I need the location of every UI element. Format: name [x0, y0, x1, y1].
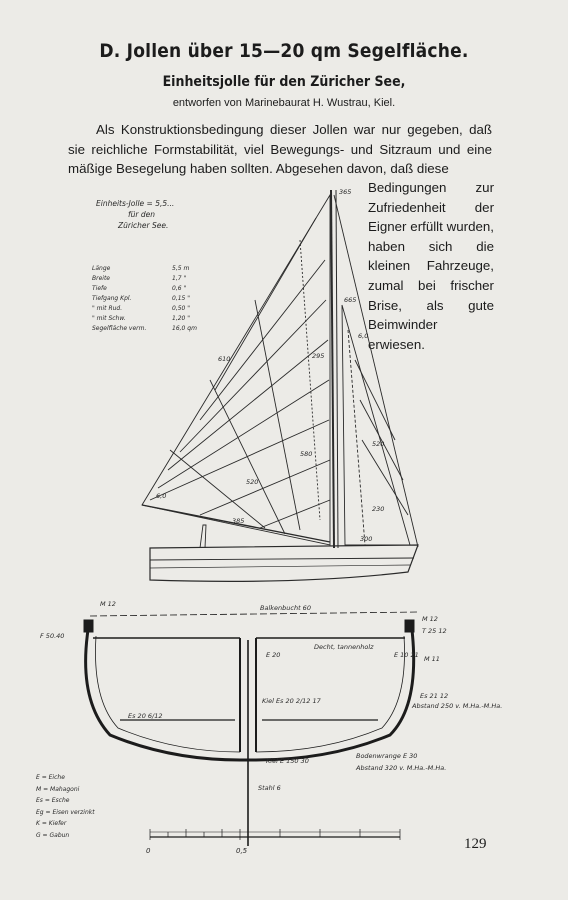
sail-annotation: 385: [232, 517, 245, 525]
hull-section-inner-left: [95, 636, 240, 752]
sail-diagonal: [170, 450, 265, 528]
scale-label-start: 0: [146, 847, 151, 855]
sail-seam: [158, 380, 329, 488]
section-label: Bodenwrange E 30: [356, 752, 418, 760]
spec-value: 5,5 m: [172, 265, 190, 272]
section-label: Es 20 6/12: [128, 712, 163, 720]
spec-label: Segelfläche verm.: [92, 325, 147, 332]
sail-plan-header-line: für den: [128, 210, 155, 219]
sail-annotation: 295: [312, 352, 325, 360]
rudder-head: [200, 525, 206, 548]
section-label: M 12: [100, 600, 116, 608]
section-label: Decht, tannenholz: [314, 643, 374, 651]
sail-annotation: 300: [360, 535, 373, 543]
side-paragraph: Bedingungen zur Zufriedenheit der Eigner erfüllt wurden, haben sich die kleinen Fahrzeuge, zumal bei frischer Brise, als gute Beimwinder erwiesen.: [368, 180, 494, 352]
section-label: M 12: [422, 615, 438, 623]
section-label: T 25 12: [422, 627, 447, 635]
mainsail-outline: [142, 195, 330, 545]
spec-value: 0,50 ": [172, 305, 191, 312]
beam-line: [90, 612, 418, 616]
material-legend: [36, 772, 95, 841]
sail-seam: [200, 460, 330, 515]
spec-value: 1,20 ": [172, 315, 191, 322]
legend-item: Es = Esche: [36, 797, 70, 804]
section-label: Stahl 6: [258, 784, 281, 792]
sail-annotation: 230: [372, 505, 385, 513]
spec-value: 1,7 ": [172, 275, 187, 282]
sail-plan-header-line: Züricher See.: [118, 221, 169, 230]
sail-diagonal: [300, 240, 320, 520]
section-label: E 20: [266, 651, 281, 659]
spec-label: Länge: [92, 265, 111, 272]
section-label: Abstand 320 v. M.Ha.-M.Ha.: [356, 764, 447, 772]
sail-annotation: 610: [218, 355, 231, 363]
section-label: F 50.40: [40, 632, 65, 640]
sail-annotation: 580: [300, 450, 313, 458]
spec-label: Tiefe: [92, 285, 107, 292]
spec-value: 16,0 qm: [172, 325, 197, 332]
section-label: Kiel E 150 30: [266, 757, 309, 765]
section-label: Kiel Es 20 2/12 17: [262, 697, 321, 705]
hull-sheer-line: [150, 558, 414, 560]
page-number: 129: [464, 836, 487, 852]
hull-profile: [150, 545, 418, 581]
mast-back: [336, 190, 338, 548]
sail-annotation: 520: [372, 440, 385, 448]
sail-annotation: 520: [246, 478, 259, 486]
sail-seam: [215, 218, 316, 390]
sail-diagonal: [210, 380, 285, 534]
sail-plan-header-line: Einheits-Jolle = 5,5...: [96, 199, 175, 208]
sail-seam: [150, 420, 329, 500]
spec-value: 0,15 ": [172, 295, 191, 302]
legend-item: G = Gabun: [36, 831, 70, 839]
sail-annotation: 665: [344, 296, 357, 304]
legend-item: Eg = Eisen verzinkt: [36, 808, 95, 816]
designer-byline: entworfen von Marinebaurat H. Wustrau, Kiel.: [172, 97, 396, 109]
mast: [331, 190, 334, 548]
sail-annotation: 6,0: [358, 332, 369, 340]
legend-item: E = Eiche: [36, 774, 65, 781]
legend-item: K = Kiefer: [36, 820, 67, 827]
scale-bar-ticks: [150, 829, 400, 840]
spec-label: Breite: [92, 275, 110, 282]
page-title: D. Jollen über 15—20 qm Segelfläche.: [99, 40, 469, 62]
scale-label-mid: 0,5: [236, 847, 248, 855]
page-subtitle: Einheitsjolle für den Züricher See,: [162, 74, 406, 90]
forestay: [334, 195, 418, 547]
spec-label: " mit Rud.: [92, 305, 123, 312]
section-label: Abstand 250 v. M.Ha.-M.Ha.: [412, 702, 503, 710]
legend-item: M = Mahagoni: [36, 785, 80, 793]
spec-label: Tiefgang Kpl.: [92, 295, 132, 302]
section-label: E 10 21: [394, 651, 419, 659]
section-label: M 11: [424, 655, 440, 663]
sail-annotation: 365: [339, 188, 352, 196]
sail-annotation: 6,0: [156, 492, 167, 500]
sail-plan: [142, 190, 418, 581]
spec-value: 0,6 ": [172, 285, 187, 292]
section-label: Es 21 12: [420, 692, 449, 700]
spec-label: " mit Schw.: [92, 315, 126, 322]
section-label: Balkenbucht 60: [260, 604, 311, 612]
main-paragraph-text: Als Konstruktionsbedingung dieser Jollen war nur gegeben, daß sie reichliche Formstabilität, viel Bewegungs- und Sitzraum und eine mäßige Besegelung haben sollten. Abgesehen davon, daß diese: [68, 122, 492, 177]
hull-waterline: [150, 565, 410, 568]
